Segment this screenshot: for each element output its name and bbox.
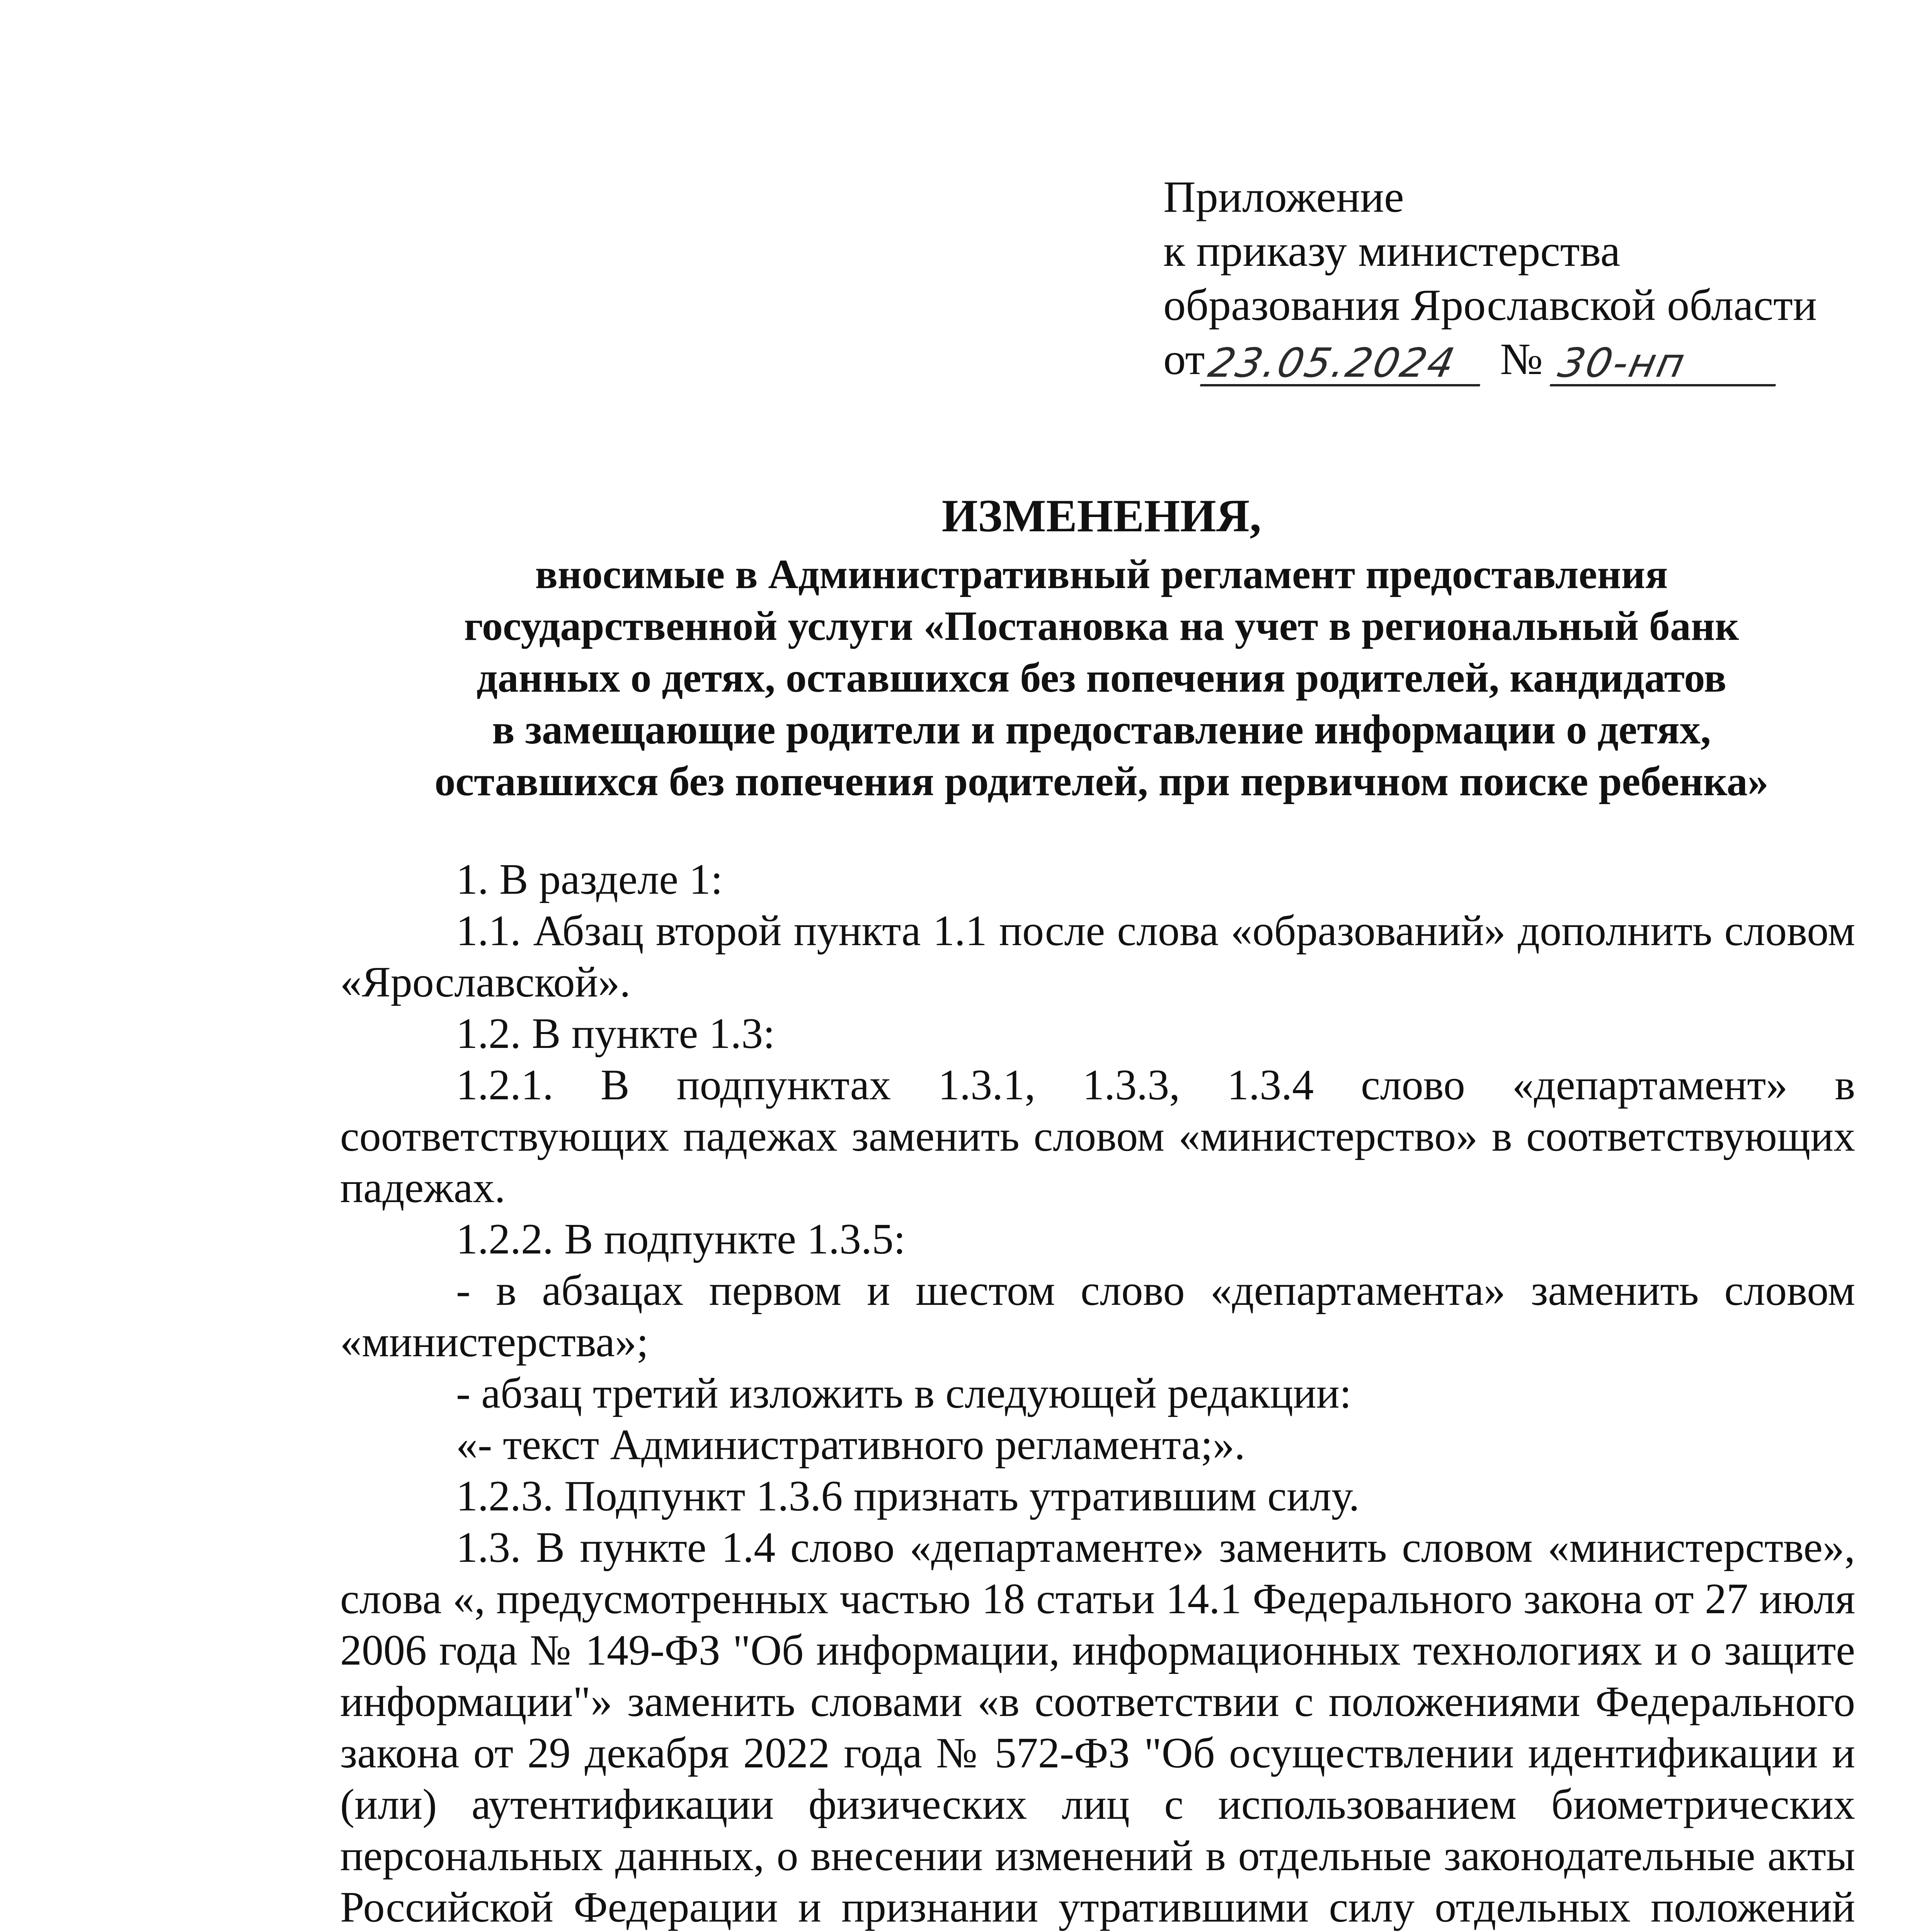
document-title-block [340,487,1863,808]
number-label: № [1500,335,1543,384]
document-title: ИЗМЕНЕНИЯ, [941,490,1262,541]
paragraph: - абзац третий изложить в следующей редакции: [456,1369,1352,1417]
paragraph: «- текст Административного регламента;». [456,1421,1245,1469]
paragraph: - в абзацах первом и шестом слово «департамента» заменить словом «министерства»; [340,1267,1855,1366]
attachment-line-3: образования Ярославской области [1163,281,1817,330]
paragraph: 1.2.3. Подпункт 1.3.6 признать утратившим силу. [456,1472,1360,1520]
document-body [340,854,1855,1932]
paragraph: 1.2. В пункте 1.3: [456,1010,775,1058]
order-date-number-line [1163,332,1859,386]
subtitle-line: государственной услуги «Постановка на учет в региональный банк [464,603,1739,649]
attachment-block [1163,170,1859,386]
handwritten-date: 23.05.2024 [1200,342,1490,386]
attachment-line-1: Приложение [1163,172,1404,222]
paragraph: 1. В разделе 1: [456,855,723,903]
subtitle-line: в замещающие родители и предоставление информации о детях, [492,707,1711,753]
paragraph: 1.1. Абзац второй пункта 1.1 после слова «образований» дополнить словом «Ярославской». [340,907,1855,1006]
paragraph: 1.2.2. В подпункте 1.3.5: [456,1215,906,1263]
paragraph: 1.2.1. В подпунктах 1.3.1, 1.3.3, 1.3.4 слово «департамент» в соответствующих падежах заменить словом «министерство» в соответствующих падежах. [340,1061,1855,1212]
from-label: от [1163,335,1205,384]
document-subtitle [340,549,1863,808]
paragraph: 1.3. В пункте 1.4 слово «департаменте» заменить словом «министерстве», слова «, предусмотренных частью 18 статьи 14.1 Федерального закона от 27 июля 2006 года № 149-ФЗ "Об информации, информационных технологиях и о защите информации"» заменить словами «в соответствии с положениями Федерального закона от 29 декабря 2022 года № 572-ФЗ "Об осуществлении идентификации и (или) аутентификации физических лиц с использованием биометрических персональных данных, о внесении изменений в отдельные законодательные акты Российской Федерации и признании утратившими силу отдельных положений [340,1524,1855,1931]
attachment-line-2: к приказу министерства [1163,226,1621,276]
subtitle-line: вносимые в Административный регламент предоставления [535,551,1668,597]
handwritten-number: 30-нп [1550,342,1785,386]
subtitle-line: данных о детях, оставшихся без попечения родителей, кандидатов [477,655,1726,701]
subtitle-line: оставшихся без попечения родителей, при первичном поиске ребенка» [434,759,1769,804]
